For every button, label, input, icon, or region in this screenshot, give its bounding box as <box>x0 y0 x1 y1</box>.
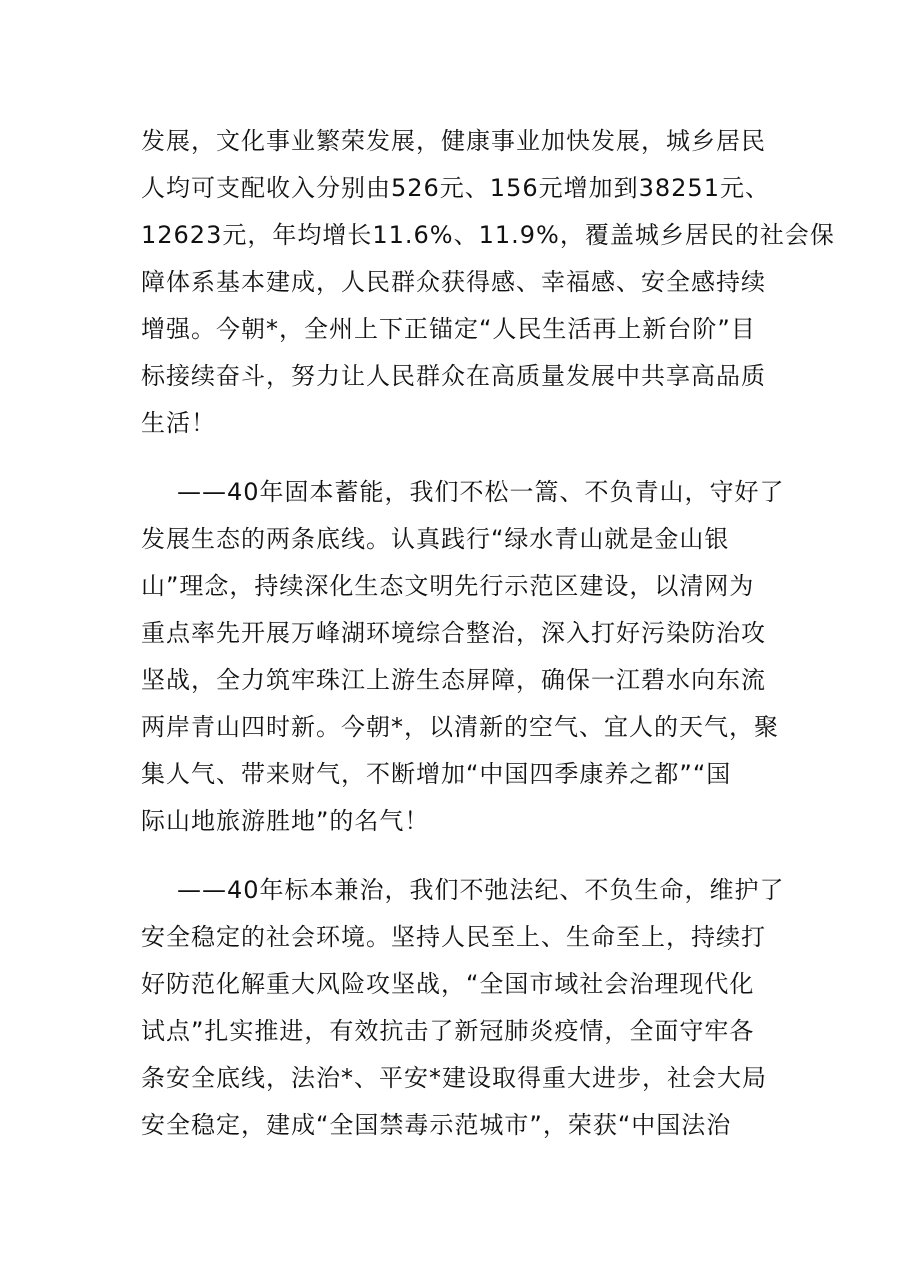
paragraph-line: 增强。今朝*，全州上下正锚定“人民生活再上新台阶”目 <box>141 315 756 343</box>
paragraph-line: 标接续奋斗，努力让人民群众在高质量发展中共享高品质 <box>141 362 766 390</box>
paragraph-line: 12623元，年均增长11.6%、11.9%，覆盖城乡居民的社会保 <box>141 221 835 249</box>
paragraph-line: 安全稳定的社会环境。坚持人民至上、生命至上，持续打 <box>141 923 766 951</box>
paragraph-line: 重点率先开展万峰湖环境综合整治，深入打好污染防治攻 <box>141 619 766 647</box>
paragraph-line: ——40年标本兼治，我们不弛法纪、不负生命，维护了 <box>177 876 785 904</box>
paragraph-line: 人均可支配收入分别由526元、156元增加到38251元、 <box>141 174 770 202</box>
paragraph-line: 障体系基本建成，人民群众获得感、幸福感、安全感持续 <box>141 268 766 296</box>
paragraph-line: 坚战，全力筑牢珠江上游生态屏障，确保一江碧水向东流 <box>141 666 766 694</box>
paragraph-line: 安全稳定，建成“全国禁毒示范城市”，荣获“中国法治 <box>141 1111 732 1139</box>
paragraph-3 <box>141 867 785 1149</box>
paragraph-line: 条安全底线，法治*、平安*建设取得重大进步，社会大局 <box>141 1064 767 1092</box>
paragraph-line: 发展，文化事业繁荣发展，健康事业加快发展，城乡居民 <box>141 127 766 155</box>
paragraph-line: 生活！ <box>141 409 216 437</box>
paragraph-line: 山”理念，持续深化生态文明先行示范区建设，以清网为 <box>141 572 755 600</box>
paragraph-spacing <box>141 447 781 469</box>
paragraph-line: 试点”扎实推进，有效抗击了新冠肺炎疫情，全面守牢各 <box>141 1017 755 1045</box>
paragraph-line: 好防范化解重大风险攻坚战，“全国市域社会治理现代化 <box>141 970 755 998</box>
paragraph-spacing <box>141 845 781 867</box>
paragraph-line: 发展生态的两条底线。认真践行“绿水青山就是金山银 <box>141 525 730 553</box>
paragraph-line: 两岸青山四时新。今朝*，以清新的空气、宜人的天气，聚 <box>141 713 779 741</box>
paragraph-line: ——40年固本蓄能，我们不松一篙、不负青山，守好了 <box>177 478 785 506</box>
paragraph-1 <box>141 118 835 447</box>
paragraph-2 <box>141 469 785 845</box>
document-body <box>141 118 835 1149</box>
paragraph-line: 集人气、带来财气，不断增加“中国四季康养之都”“国 <box>141 760 732 788</box>
paragraph-line: 际山地旅游胜地”的名气！ <box>141 807 430 835</box>
